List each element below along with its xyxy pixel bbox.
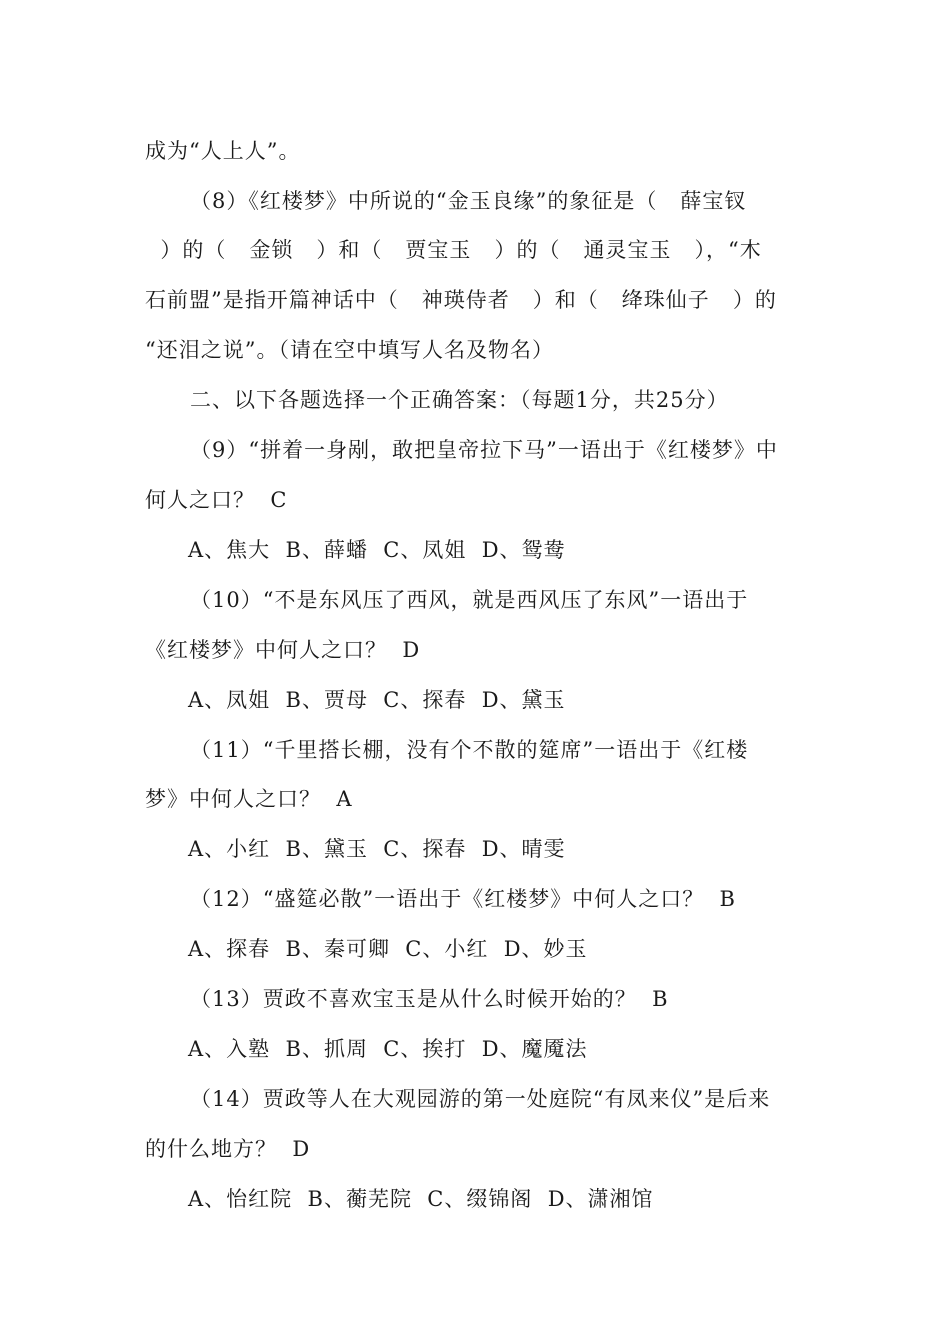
- question-12-options: A、探春 B、秦可卿 C、小红 D、妙玉: [188, 937, 588, 961]
- question-11-line-2: 梦》中何人之口？ A: [145, 787, 353, 811]
- question-8-line-4: “还泪之说”。（请在空中填写人名及物名）: [145, 338, 554, 362]
- question-10-line-2: 《红楼梦》中何人之口？ D: [145, 638, 421, 662]
- question-12-line-1: （12）“盛筵必散”一语出于《红楼梦》中何人之口？ B: [190, 887, 736, 911]
- question-9-line-2: 何人之口？ C: [145, 488, 288, 512]
- text-line-1: 成为“人上人”。: [145, 139, 301, 163]
- question-14-options: A、怡红院 B、蘅芜院 C、缀锦阁 D、潇湘馆: [188, 1187, 654, 1211]
- question-14-line-2: 的什么地方？ D: [145, 1137, 311, 1161]
- question-8-line-2: ）的（ 金锁 ）和（ 贾宝玉 ）的（ 通灵宝玉 ），“木: [145, 238, 762, 262]
- question-9-line-1: （9）“拼着一身剐，敢把皇帝拉下马”一语出于《红楼梦》中: [190, 438, 778, 462]
- question-13-options: A、入塾 B、抓周 C、挨打 D、魔魇法: [188, 1037, 588, 1061]
- question-9-options: A、焦大 B、薛蟠 C、凤姐 D、鸳鸯: [188, 538, 566, 562]
- question-8-line-3: 石前盟”是指开篇神话中（ 神瑛侍者 ）和（ 绛珠仙子 ）的: [145, 288, 777, 312]
- question-10-line-1: （10）“不是东风压了西风，就是西风压了东风”一语出于: [190, 588, 749, 612]
- question-8-line-1: （8）《红楼梦》中所说的“金玉良缘”的象征是（ 薛宝钗: [190, 189, 747, 213]
- question-14-line-1: （14）贾政等人在大观园游的第一处庭院“有凤来仪”是后来: [190, 1087, 771, 1111]
- question-11-options: A、小红 B、黛玉 C、探春 D、晴雯: [188, 837, 566, 861]
- section-heading: 二、以下各题选择一个正确答案：（每题1分，共25分）: [190, 388, 729, 412]
- question-13-line-1: （13）贾政不喜欢宝玉是从什么时候开始的？ B: [190, 987, 669, 1011]
- question-10-options: A、凤姐 B、贾母 C、探春 D、黛玉: [188, 688, 566, 712]
- question-11-line-1: （11）“千里搭长棚，没有个不散的筵席”一语出于《红楼: [190, 738, 749, 762]
